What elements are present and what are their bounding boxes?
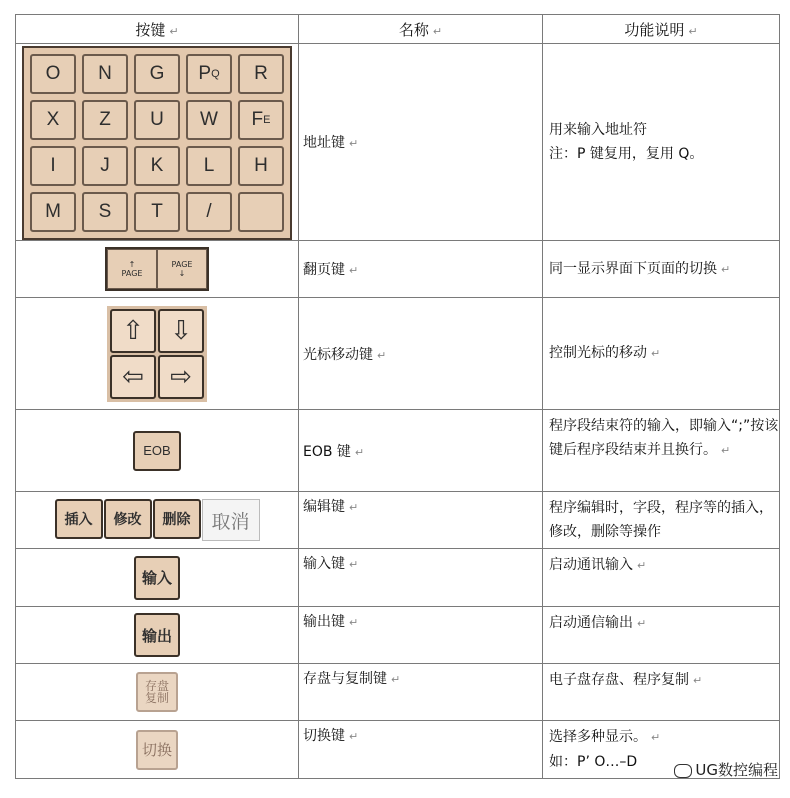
address-key[interactable]: J [82,146,128,186]
address-key[interactable]: K [134,146,180,186]
address-key[interactable]: H [238,146,284,186]
cursor-key-cluster [107,306,207,402]
switch-desc-line2: 如：P’ O…–D [549,754,638,770]
input-keys-cell [16,549,299,607]
edit-name: 编辑键 ↵ [299,492,543,549]
address-key[interactable]: F E [238,100,284,140]
address-key[interactable]: R [238,54,284,94]
address-key[interactable]: L [186,146,232,186]
arrow-right-icon[interactable]: ⇨ [158,355,204,399]
save-name: 存盘与复制键 ↵ [299,664,543,721]
address-key[interactable] [238,192,284,232]
row-output [16,607,780,664]
address-key[interactable]: P Q [186,54,232,94]
address-desc-line1: 用来输入地址符 [549,122,647,138]
save-keys-cell [16,664,299,721]
row-address [16,44,780,241]
delete-key[interactable]: 删除 [153,499,201,539]
watermark: UG数控编程 [674,759,778,780]
address-key[interactable]: W [186,100,232,140]
eob-desc: 程序段结束符的输入，即输入“;”按该键后程序段结束并且换行。 ↵ [543,410,780,492]
page-keys-cell [16,241,299,298]
switch-name: 切换键 ↵ [299,721,543,779]
input-name: 输入键 ↵ [299,549,543,607]
address-key[interactable]: M [30,192,76,232]
save-desc: 电子盘存盘、程序复制 ↵ [543,664,780,721]
address-key[interactable]: S [82,192,128,232]
save-copy-key[interactable]: 存盘 复制 [136,672,178,712]
address-key[interactable]: N [82,54,128,94]
page-key-pair [105,247,209,291]
address-key[interactable]: O [30,54,76,94]
address-desc-line2: 注：P 键复用，复用 Q。 [549,146,704,162]
address-desc [543,44,780,241]
eob-key[interactable]: EOB [133,431,181,471]
address-key[interactable]: / [186,192,232,232]
keys-table [15,14,780,779]
arrow-down-icon[interactable]: ⇩ [158,309,204,353]
address-key[interactable]: G [134,54,180,94]
row-eob [16,410,780,492]
switch-desc-line1: 选择多种显示。 ↵ [549,729,661,745]
row-cursor [16,298,780,410]
address-key-grid [22,46,292,240]
cursor-name: 光标移动键 ↵ [299,298,543,410]
row-page [16,241,780,298]
eob-keys-cell [16,410,299,492]
output-key[interactable]: 输出 [134,613,180,657]
wechat-icon [674,764,692,778]
cursor-keys-cell [16,298,299,410]
arrow-left-icon[interactable]: ⇦ [110,355,156,399]
switch-key[interactable]: 切换 [136,730,178,770]
cursor-desc: 控制光标的移动 ↵ [543,298,780,410]
address-key[interactable]: U [134,100,180,140]
row-switch [16,721,780,779]
switch-keys-cell [16,721,299,779]
insert-key[interactable]: 插入 [55,499,103,539]
address-name: 地址键 ↵ [299,44,543,241]
arrow-up-icon[interactable]: ⇧ [110,309,156,353]
modify-key[interactable]: 修改 [104,499,152,539]
header-name: 名称 ↵ [299,15,543,44]
header-row [16,15,780,44]
header-keys: 按键 ↵ [16,15,299,44]
page-desc: 同一显示界面下页面的切换 ↵ [543,241,780,298]
address-keys-cell [16,44,299,241]
address-key[interactable]: I [30,146,76,186]
output-keys-cell [16,607,299,664]
edit-desc: 程序编辑时，字段，程序等的插入，修改，删除等操作 [543,492,780,549]
edit-keys-cell [16,492,299,549]
page-down-key[interactable]: PAGE ↓ [157,249,207,289]
row-save [16,664,780,721]
address-key[interactable]: T [134,192,180,232]
output-name: 输出键 ↵ [299,607,543,664]
input-desc: 启动通讯输入 ↵ [543,549,780,607]
row-input [16,549,780,607]
address-key[interactable]: Z [82,100,128,140]
cancel-key[interactable]: 取消 [202,499,260,541]
page-name: 翻页键 ↵ [299,241,543,298]
page-up-key[interactable]: ↑ PAGE [107,249,157,289]
row-edit [16,492,780,549]
eob-name: EOB 键 ↵ [299,410,543,492]
address-key[interactable]: X [30,100,76,140]
header-desc: 功能说明 ↵ [543,15,780,44]
input-key[interactable]: 输入 [134,556,180,600]
output-desc: 启动通信输出 ↵ [543,607,780,664]
edit-key-row [55,499,260,541]
